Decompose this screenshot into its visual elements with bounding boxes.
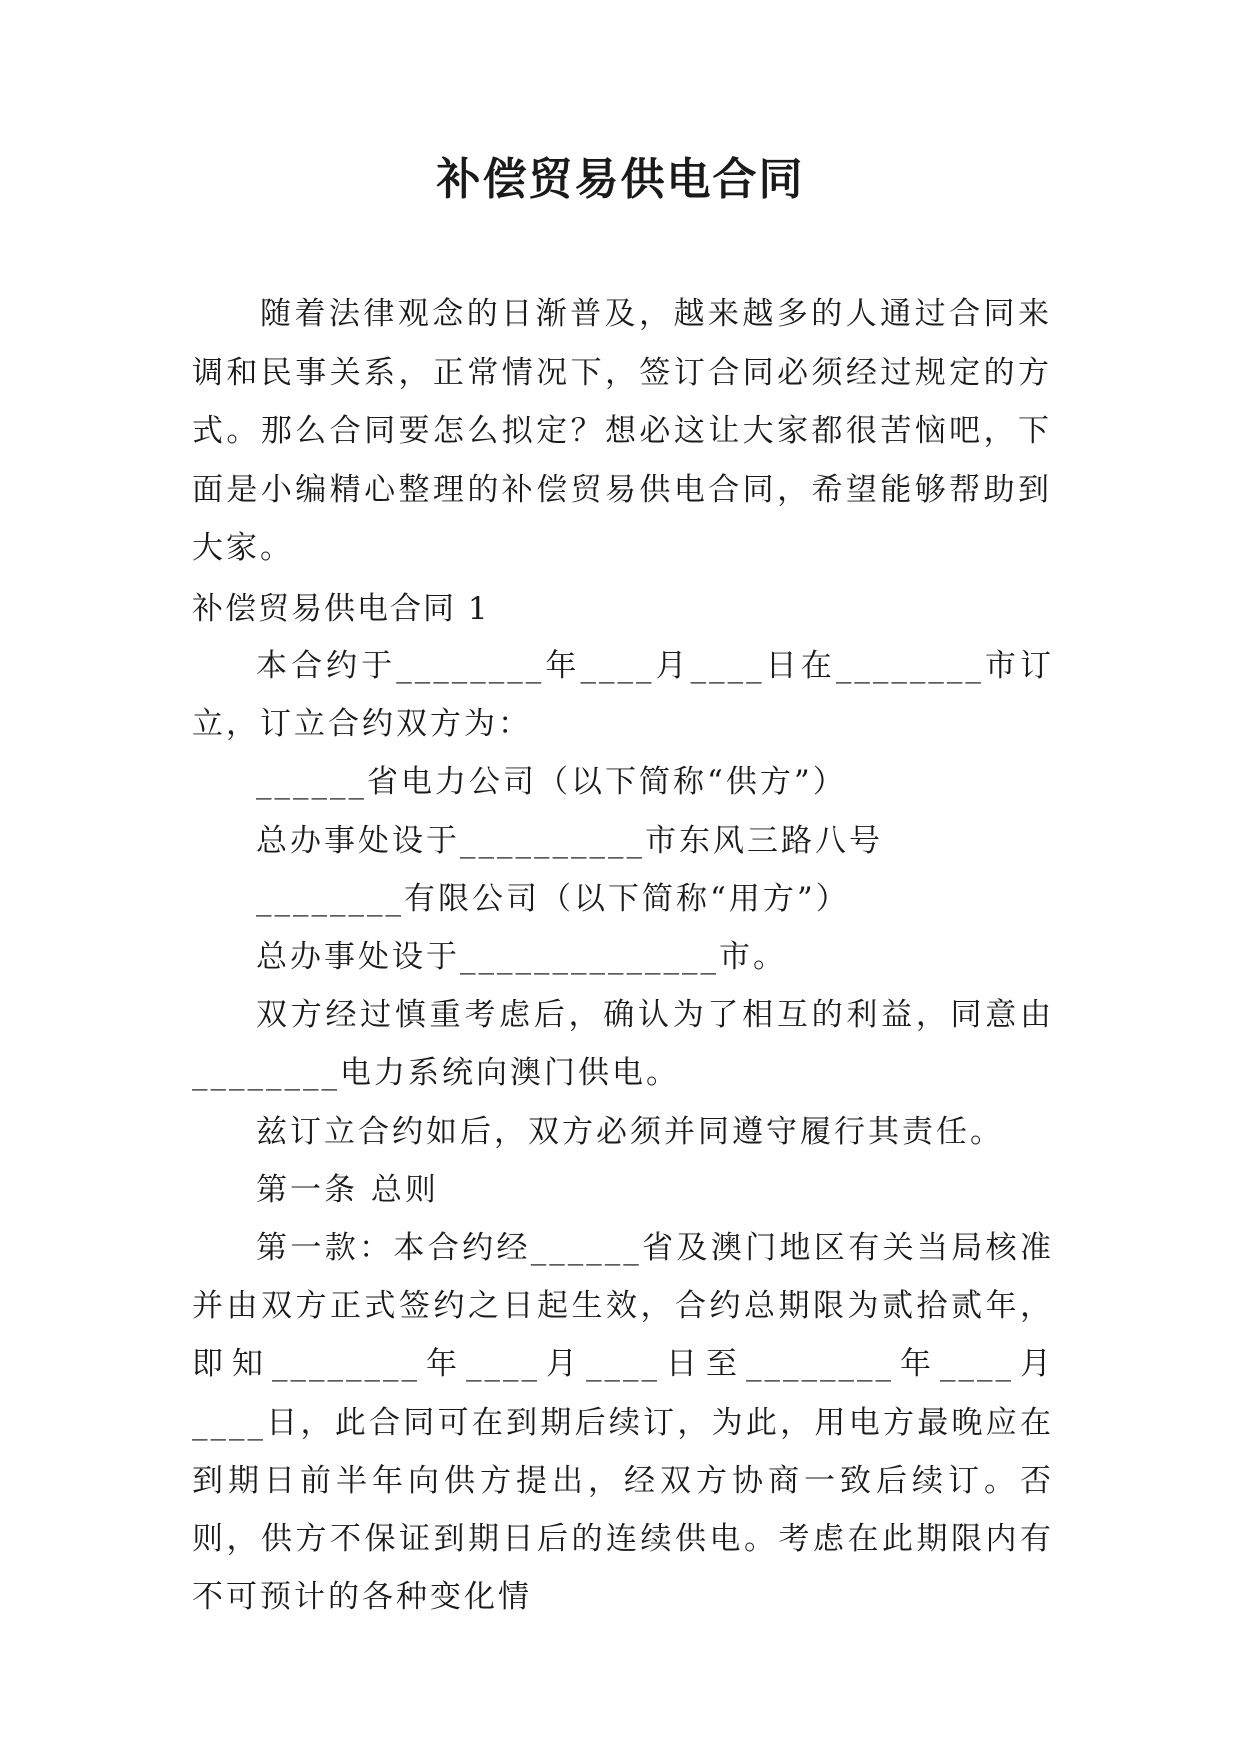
intro-paragraph: 随着法律观念的日渐普及，越来越多的人通过合同来调和民事关系，正常情况下，签订合同必须经过规定的方式。那么合同要怎么拟定？想必这让大家都很苦恼吧，下面是小编精心整理的补偿贸易供电合同，希望能够帮助到大家。: [192, 296, 1052, 566]
contract-body: [192, 637, 1054, 1626]
paragraph-supplier: ______省电力公司（以下简称“供方”）: [256, 764, 847, 801]
paragraph-user: ________有限公司（以下简称“用方”）: [256, 880, 850, 917]
paragraph-supplier-address: 总办事处设于__________市东风三路八号: [256, 822, 883, 859]
paragraph-obligation: 兹订立合约如后，双方必须并同遵守履行其责任。: [256, 1113, 1004, 1150]
paragraph-clause-1: 第一款：本合约经______省及澳门地区有关当局核准并由双方正式签约之日起生效，合约总期限为贰拾贰年，即知________年____月____日至________年____月____日，此合同可在到期后续订，为此，用电方最晚应在到期日前半年向供方提出，经双方协商一致后续订。否则，供方不保证到期日后的连续供电。考虑在此期限内有不可预计的各种变化情: [192, 1230, 1054, 1616]
paragraph-signing: 本合约于________年____月____日在________市订立，订立合约双方为：: [192, 648, 1054, 743]
article-heading: 第一条 总则: [256, 1171, 439, 1208]
paragraph-user-address: 总办事处设于______________市。: [256, 939, 787, 976]
section-heading: 补偿贸易供电合同 1: [192, 591, 490, 627]
document-title: 补偿贸易供电合同: [436, 154, 805, 205]
paragraph-agreement: 双方经过慎重考虑后，确认为了相互的利益，同意由________电力系统向澳门供电。: [192, 997, 1054, 1092]
